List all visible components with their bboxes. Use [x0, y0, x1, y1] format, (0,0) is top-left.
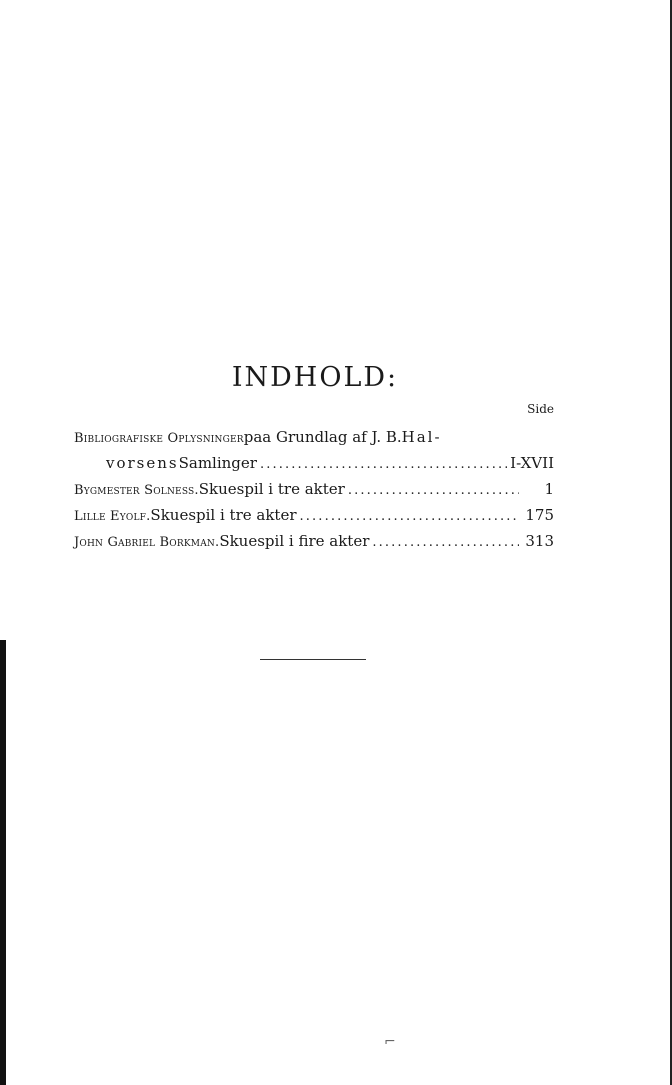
toc-entry [74, 502, 554, 528]
toc-entry-subtitle: Skuespil i tre akter [150, 506, 297, 524]
toc-entry-subtitle: Skuespil i fire akter [219, 532, 370, 550]
page-title: INDHOLD: [231, 362, 399, 393]
toc-entry-page: I-XVII [510, 454, 554, 472]
toc-entry [74, 528, 554, 554]
toc-entry-continuation [74, 450, 554, 476]
toc-entry-title: John Gabriel Borkman. [74, 535, 220, 550]
toc-entry-continuation-word: vorsens [106, 454, 179, 472]
leader-dots [372, 528, 519, 556]
toc-entry-title: Lille Eyolf. [74, 509, 151, 524]
table-of-contents [74, 424, 554, 554]
toc-entry-subtitle: Skuespil i tre akter [198, 480, 345, 498]
toc-entry [74, 476, 554, 502]
toc-entry-page: 175 [525, 506, 554, 524]
toc-entry-page: 1 [544, 480, 554, 498]
footer-mark: ⌐ [384, 1034, 396, 1050]
toc-entry [74, 424, 554, 450]
page-column-label: Side [527, 402, 554, 416]
divider-rule [260, 659, 366, 660]
toc-entry-page: 313 [525, 532, 554, 550]
toc-entry-subtitle-hyphenated: Hal- [401, 428, 442, 446]
toc-entry-subtitle: paa Grundlag af J. B. [243, 428, 402, 446]
toc-entry-title: Bygmester Solness. [74, 483, 199, 498]
leader-dots [260, 450, 507, 478]
leader-dots [348, 476, 519, 504]
toc-entry-title: Bibliografiske Oplysninger [74, 431, 244, 446]
page-edge-left [0, 640, 6, 1085]
toc-entry-continuation-rest: Samlinger [178, 454, 257, 472]
leader-dots [300, 502, 519, 530]
